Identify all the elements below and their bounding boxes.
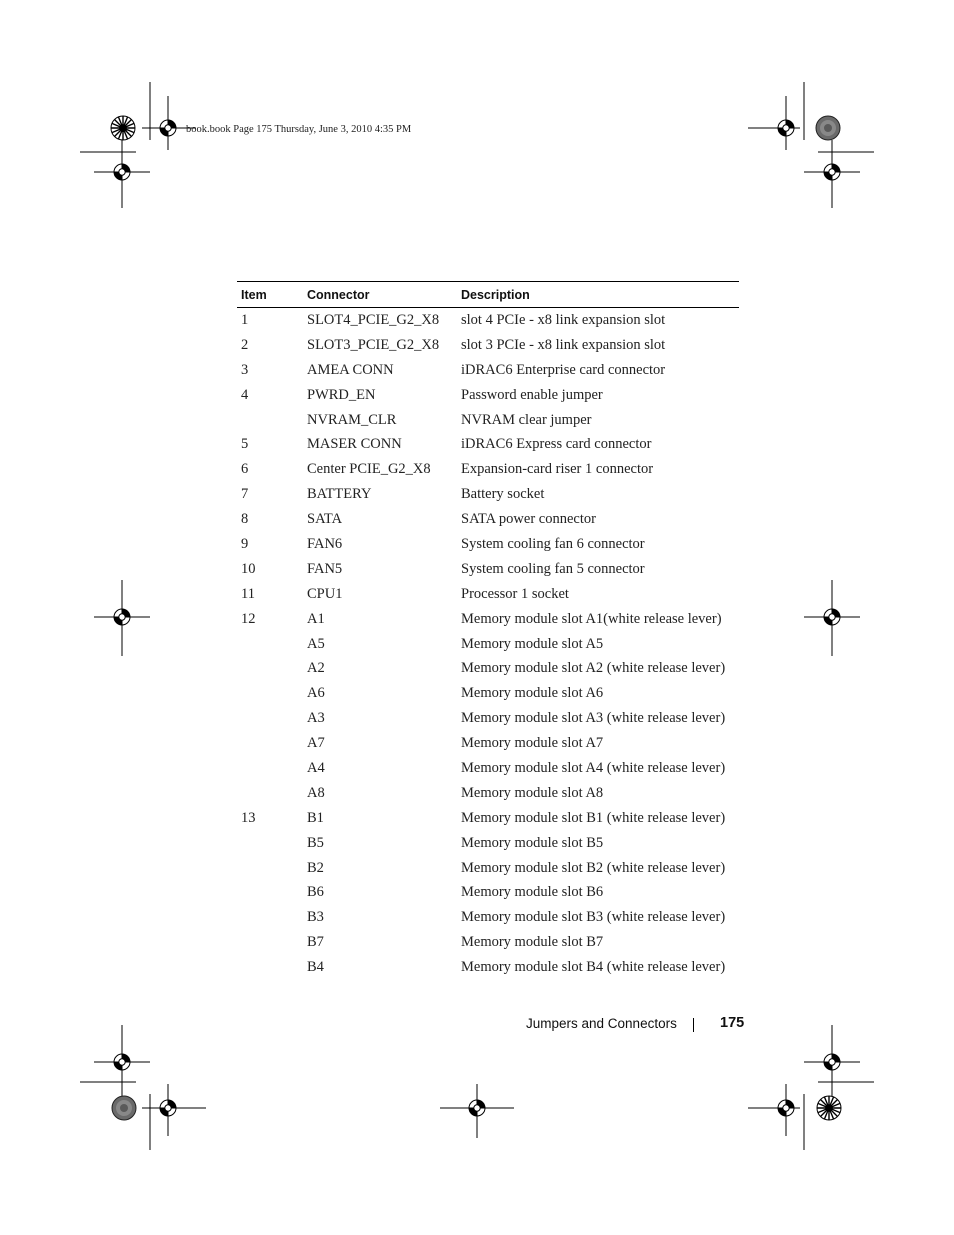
- crop-mark-icon: [80, 82, 196, 208]
- cell-description: Memory module slot A8: [461, 784, 604, 801]
- table-row: [237, 681, 739, 706]
- cell-connector: SATA: [307, 511, 343, 528]
- table-row: [237, 731, 739, 756]
- cell-description: Battery socket: [461, 486, 545, 503]
- cell-item: 7: [241, 486, 249, 503]
- cell-item: [237, 632, 303, 657]
- cell-connector: B7: [307, 934, 324, 951]
- color-target-icon: [817, 1096, 841, 1120]
- cell-description: Memory module slot A3 (white release lever): [461, 710, 726, 727]
- cell-item: [237, 930, 303, 955]
- table-row: [237, 756, 739, 781]
- registration-mark-icon: [824, 1054, 840, 1070]
- registration-mark-icon: [778, 1100, 794, 1116]
- table-row: [237, 507, 739, 532]
- table-row: [237, 831, 739, 856]
- cell-connector: A4: [307, 759, 325, 776]
- crop-mark-icon: [80, 1025, 206, 1150]
- cell-description: Memory module slot A2 (white release lever): [461, 660, 726, 677]
- cell-connector: Center PCIE_G2_X8: [307, 461, 431, 478]
- cell-connector: NVRAM_CLR: [307, 411, 397, 428]
- cell-description: Memory module slot B4 (white release lever): [461, 959, 726, 976]
- crop-mark-icon: [748, 1025, 874, 1150]
- color-target-icon: [112, 1096, 136, 1120]
- cell-connector: A3: [307, 710, 325, 727]
- footer-section-title: Jumpers and Connectors: [526, 1016, 677, 1031]
- cell-connector: CPU1: [307, 585, 343, 602]
- cell-connector: B1: [307, 809, 324, 826]
- column-header-item: Item: [237, 282, 303, 308]
- cell-description: NVRAM clear jumper: [461, 411, 592, 428]
- registration-mark-icon: [114, 609, 130, 625]
- cell-description: Memory module slot B3 (white release lever): [461, 909, 726, 926]
- cell-item: [237, 781, 303, 806]
- cell-item: [237, 856, 303, 881]
- registration-mark-icon: [160, 120, 176, 136]
- cell-item: 12: [241, 610, 256, 627]
- cell-item: [237, 905, 303, 930]
- cell-item: [237, 681, 303, 706]
- cell-connector: B3: [307, 909, 324, 926]
- cell-item: [237, 880, 303, 905]
- cell-connector: B4: [307, 959, 324, 976]
- registration-mark-icon: [824, 164, 840, 180]
- cell-description: Memory module slot B1 (white release lever): [461, 809, 726, 826]
- connector-table: [237, 281, 739, 980]
- cell-description: slot 4 PCIe - x8 link expansion slot: [461, 311, 666, 328]
- cell-description: iDRAC6 Enterprise card connector: [461, 361, 666, 378]
- table-row: [237, 706, 739, 731]
- cell-item: 4: [241, 386, 249, 403]
- cell-description: iDRAC6 Express card connector: [461, 436, 652, 453]
- cell-connector: B6: [307, 884, 324, 901]
- table-row: [237, 457, 739, 482]
- cell-item: 11: [241, 585, 255, 602]
- cell-item: 2: [241, 336, 249, 353]
- table-row: [237, 930, 739, 955]
- cell-description: Password enable jumper: [461, 386, 603, 403]
- cell-item: 5: [241, 436, 249, 453]
- cell-item: 9: [241, 535, 249, 552]
- table-row: [237, 781, 739, 806]
- cell-description: Processor 1 socket: [461, 585, 569, 602]
- table-row: [237, 880, 739, 905]
- cell-connector: PWRD_EN: [307, 386, 376, 403]
- cell-description: System cooling fan 6 connector: [461, 535, 645, 552]
- table-row: [237, 856, 739, 881]
- cell-item: [237, 706, 303, 731]
- cell-item: [237, 731, 303, 756]
- table-row: [237, 905, 739, 930]
- cell-item: 10: [241, 560, 256, 577]
- page-number: 175: [720, 1015, 745, 1031]
- cell-item: 13: [241, 809, 256, 826]
- table-row: [237, 408, 739, 433]
- cell-description: slot 3 PCIe - x8 link expansion slot: [461, 336, 666, 353]
- table-row: [237, 383, 739, 408]
- table-row: [237, 632, 739, 657]
- color-target-icon: [816, 116, 840, 140]
- table-row: [237, 482, 739, 507]
- cell-connector: BATTERY: [307, 486, 372, 503]
- cell-connector: A6: [307, 685, 325, 702]
- cell-description: Expansion-card riser 1 connector: [461, 461, 654, 478]
- cell-description: Memory module slot A6: [461, 685, 604, 702]
- cell-description: Memory module slot A1(white release lever): [461, 610, 722, 627]
- table-row: [237, 432, 739, 457]
- crop-mark-icon: [748, 82, 874, 208]
- cell-connector: FAN5: [307, 560, 343, 577]
- cell-connector: MASER CONN: [307, 436, 402, 453]
- cell-connector: SLOT4_PCIE_G2_X8: [307, 311, 440, 328]
- page-footer: [0, 1014, 954, 1036]
- cell-connector: B2: [307, 859, 324, 876]
- cell-connector: A7: [307, 735, 325, 752]
- cell-description: Memory module slot B2 (white release lever): [461, 859, 726, 876]
- cell-item: [237, 756, 303, 781]
- cell-connector: A1: [307, 610, 325, 627]
- cell-connector: A5: [307, 635, 325, 652]
- table-row: [237, 955, 739, 980]
- cell-item: [237, 831, 303, 856]
- registration-mark-icon: [114, 1054, 130, 1070]
- table-row: [237, 532, 739, 557]
- cell-description: System cooling fan 5 connector: [461, 560, 645, 577]
- cell-description: Memory module slot A7: [461, 735, 604, 752]
- cell-item: 6: [241, 461, 249, 478]
- cell-connector: SLOT3_PCIE_G2_X8: [307, 336, 440, 353]
- cell-item: [237, 408, 303, 433]
- cell-item: [237, 656, 303, 681]
- cell-connector: AMEA CONN: [307, 361, 394, 378]
- cell-connector: A8: [307, 784, 325, 801]
- cell-item: [237, 955, 303, 980]
- cell-connector: A2: [307, 660, 325, 677]
- registration-mark-icon: [160, 1100, 176, 1116]
- table-row: [237, 806, 739, 831]
- registration-mark-icon: [778, 120, 794, 136]
- table-header-row: [237, 282, 739, 308]
- cell-description: SATA power connector: [461, 511, 596, 528]
- table-row: [237, 333, 739, 358]
- cell-description: Memory module slot A4 (white release lever): [461, 759, 726, 776]
- table-row: [237, 582, 739, 607]
- registration-mark-icon: [469, 1100, 485, 1116]
- cell-connector: FAN6: [307, 535, 343, 552]
- table-row: [237, 557, 739, 582]
- column-header-connector: Connector: [303, 282, 457, 308]
- table-row: [237, 607, 739, 632]
- cell-item: 1: [241, 311, 249, 328]
- cell-item: 8: [241, 511, 249, 528]
- footer-divider: [693, 1018, 694, 1032]
- cell-item: 3: [241, 361, 249, 378]
- registration-mark-icon: [114, 164, 130, 180]
- cell-description: Memory module slot B7: [461, 934, 604, 951]
- cell-description: Memory module slot B5: [461, 834, 604, 851]
- table-row: [237, 358, 739, 383]
- table-row: [237, 656, 739, 681]
- column-header-description: Description: [457, 282, 739, 308]
- cell-description: Memory module slot A5: [461, 635, 604, 652]
- table-row: [237, 308, 739, 333]
- cell-description: Memory module slot B6: [461, 884, 604, 901]
- registration-mark-icon: [824, 609, 840, 625]
- color-target-icon: [111, 116, 135, 140]
- cell-connector: B5: [307, 834, 324, 851]
- header-slug: book.book Page 175 Thursday, June 3, 2010 4:35 PM: [186, 124, 412, 135]
